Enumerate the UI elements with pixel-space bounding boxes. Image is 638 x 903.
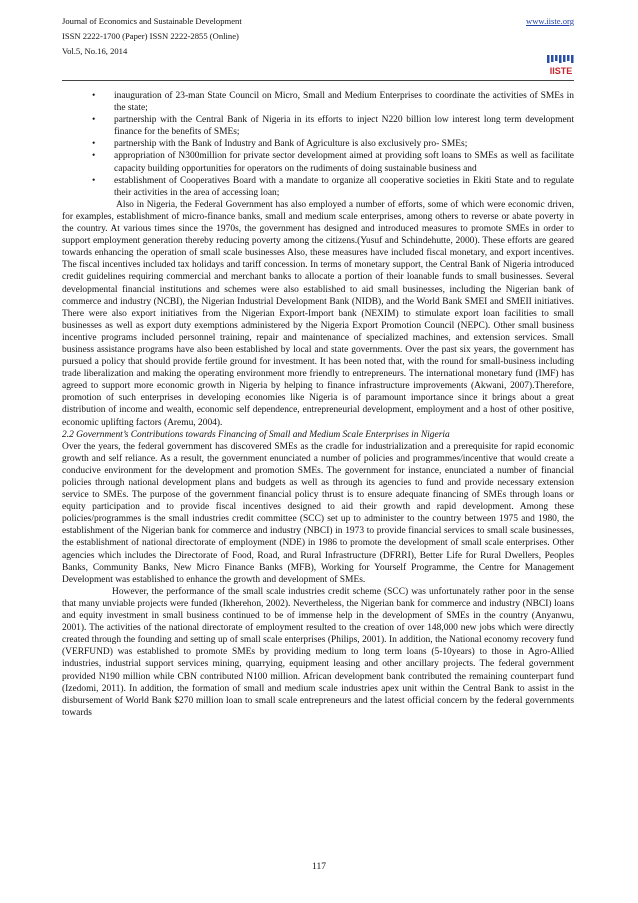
logo-text: IISTE [549, 66, 573, 76]
list-item-text: establishment of Cooperatives Board with a mandate to organize all cooperative societies in Ekiti State and to regulate their activities in the area of accessing loan; [114, 175, 574, 198]
list-item-text: inauguration of 23-man State Council on Micro, Small and Medium Enterprises to coordinate the activities of SMEs in the state; [114, 91, 574, 114]
list-item-text: appropriation of N300million for private sector development aimed at providing soft loans to SMEs as well as facilitate capacity building opportunities for operators on the rudiments of doing sustainable business and [114, 151, 574, 174]
bullet-icon: • [92, 139, 96, 150]
section-heading: 2.2 Government’s Contributions towards Financing of Small and Medium Scale Enterprises in Nigeria [62, 429, 450, 440]
bullet-list [62, 90, 574, 199]
bullet-icon: • [92, 91, 96, 101]
list-item [62, 138, 574, 150]
iiste-logo-icon [546, 54, 576, 76]
list-item-text: partnership with the Central Bank of Nigeria in its efforts to inject N220 billion low interest long term development finance for the benefits of SMEs; [114, 115, 574, 138]
bullet-icon: • [92, 151, 96, 162]
paragraph-federal-efforts: Also in Nigeria, the Federal Government has also employed a number of efforts, some of which were economic driven, for examples, establishment of micro-finance banks, small and medium scale enterprises, among others to reverse or abate poverty in the country. At various times since the 1970s, the government has designed and introduced measures to promote SMEs in order to support employment generation thereby reducing poverty among the citizens.(Yusuf and Schindehutte, 2000). These efforts are geared towards enhancing the operation of small scale businesses Also, these measures have included fiscal monetary, and export incentives. The fiscal incentives included tax holidays and tariff concession. In terms of monetary support, the Central Bank of Nigeria introduced credit guidelines requiring commercial and merchant banks to allocate a portion of their loanable funds to small businesses. Several developmental financial institutions and schemes were also established to aid small businesses, including the Nigerian bank of commerce and industry (NCBI), the Nigerian Industrial Development Bank (NIDB), and the World Bank SMEI and SMEII initiatives. There were also export initiatives from the Nigerian Export-Import bank (NEXIM) to stimulate export loan facilities to small businesses as well as export duty exemptions administered by the Nigeria Export Promotion Council (NEPC). Other small business incentive programs included personnel training, repair and maintenance of specialized machines, and extension services. Small business assistance programs have also been established by local and state governments. Over the past six years, the government has pursued a policy that should provide fertile ground for investment. It has been noted that, with the round for small-business including trade liberalization and making the operating environment more friendly to entrepreneurs. The international monetary fund (IMF) has agreed to support more economic growth in Nigeria by helping to finance infrastructure improvements (Akwani, 2007).Therefore, promotion of such enterprises in developing economies like Nigeria is of paramount importance since it brings about a great distribution of income and wealth, economic self dependence, entrepreneurial development, employment and a host of other positive, economic uplifting factors (Aremu, 2004). [62, 199, 574, 428]
logo-bar [571, 55, 574, 63]
list-item [62, 175, 574, 199]
journal-url-link[interactable]: www.iiste.org [526, 16, 574, 26]
article-body [62, 90, 574, 719]
logo-bar [563, 55, 566, 62]
page-header [62, 14, 574, 59]
logo-bar [547, 55, 550, 63]
logo-bar [555, 55, 558, 61]
list-item [62, 114, 574, 138]
paragraph-scheme-performance: However, the performance of the small scale industries credit scheme (SCC) was unfortunately rather poor in the sense that many unviable projects were funded (Ikherehon, 2002). Nevertheless, the Nigerian bank for commerce and industry (NBCI) loans and equity investment in small business continued to be of immense help in the development of SMEs in the country (Anyanwu, 2001). The activities of the national directorate of employment resulted to the creation of over 148,000 new jobs which were directly created through the founding and setting up of small scale enterprises (Philips, 2001). In addition, the National economy recovery fund (VERFUND) was established to promote SMEs by providing medium to long term loans (5-10years) to those in Agro-Allied industries, industrial support services mining, quarrying, equipment leasing and other ancillary projects. The federal government provided N190 million while CBN contributed N100 million. African development bank contributed the remaining counterpart fund (Izedomi, 2011). In addition, the formation of small and medium scale industries apex unit within the Central Bank to assist in the disbursement of World Bank $270 million loan to small scale entrepreneurs and the latest official concern by the federal governments towards [62, 586, 574, 718]
bullet-icon: • [92, 115, 96, 126]
logo-bar [567, 55, 570, 61]
list-item [62, 150, 574, 174]
logo-bar [559, 55, 562, 63]
list-item-text: partnership with the Bank of Industry and Bank of Agriculture is also exclusively pro- SMEs; [114, 139, 468, 150]
bullet-icon: • [92, 175, 96, 186]
issn-line: ISSN 2222-1700 (Paper) ISSN 2222-2855 (Online) [62, 31, 239, 41]
logo-bar [551, 55, 554, 62]
list-item [62, 90, 574, 114]
journal-title: Journal of Economics and Sustainable Development [62, 16, 242, 26]
page-number: 117 [312, 862, 326, 872]
volume-line: Vol.5, No.16, 2014 [62, 46, 128, 56]
header-divider [62, 80, 574, 81]
paragraph-government-policies: Over the years, the federal government has discovered SMEs as the cradle for industrialization and a prerequisite for rapid economic growth and self reliance. As a result, the government enunciated a number of policies and programmes/incentive that would create a conducive environment for the development and promotion SMEs. The government for instance, enunciated a number of financial policies through national development plans and budgets as well as through its agencies to fund and provide necessary extension service to SMEs. The purpose of the government financial policy thrust is to ensure adequate financing of SMEs through loans or equity participation and to provide fiscal incentives designed to aid their growth and rapid development. Among these policies/programmes is the small industries credit committee (SCC) set up to administer to the country between 1975 and 1980, the establishment of the Nigerian bank for commerce and industry (NBCI) in 1973 to provide financial services to small scale businesses, the establishment of national directorate of employment (NDE) in 1986 to promote the development of small scale enterprises. Other agencies which includes the Directorate of Food, Road, and Rural Infrastructure (DFRRI), Better Life for Rural Dwellers, Peoples Banks, Community Banks, New Micro Finance Banks (MFB), Working for Yourself Programme, the Centre for Management Development was established to enhance the growth and development of SMEs. [62, 441, 574, 585]
